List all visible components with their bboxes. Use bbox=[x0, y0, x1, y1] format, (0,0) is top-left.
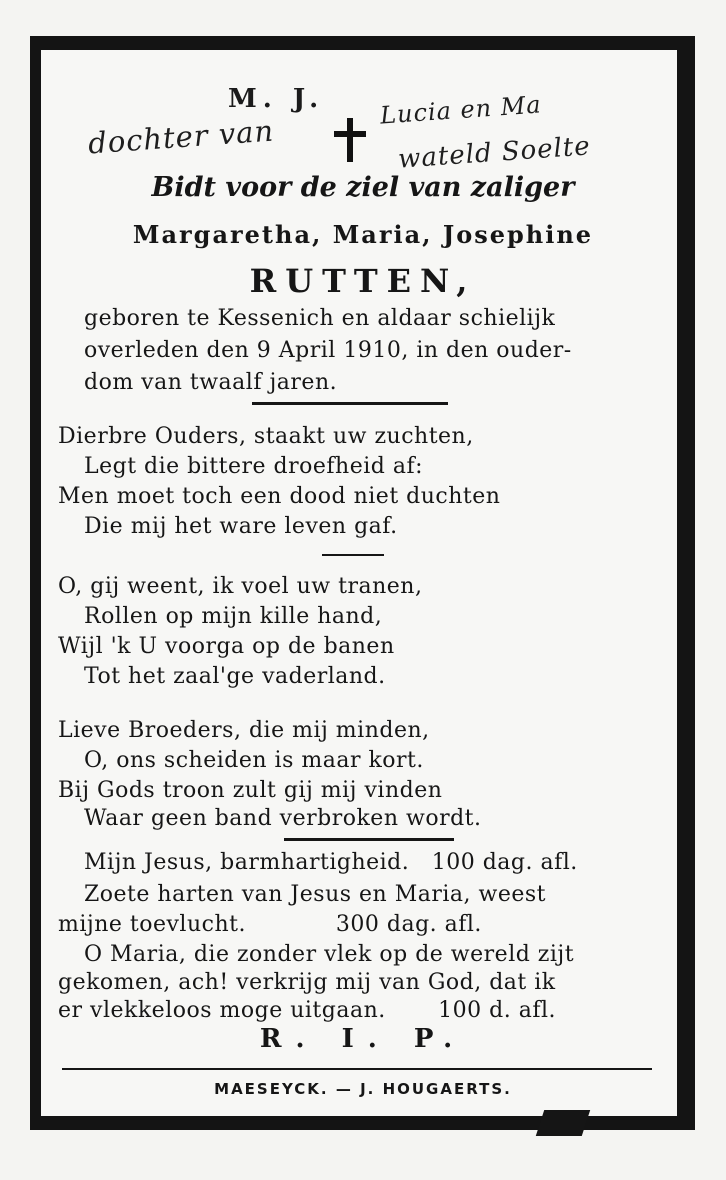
verse-line: O, ons scheiden is maar kort. bbox=[84, 748, 424, 773]
verse-line: Legt die bittere droefheid af: bbox=[84, 454, 424, 479]
handwriting-right-top: Lucia en Ma bbox=[379, 90, 543, 130]
indulgence-line: mijne toevlucht. 300 dag. afl. bbox=[58, 912, 482, 937]
handwriting-left: dochter van bbox=[87, 113, 276, 161]
verse-line: Dierbre Ouders, staakt uw zuchten, bbox=[58, 424, 474, 449]
divider bbox=[252, 402, 448, 405]
bio-line: geboren te Kessenich en aldaar schielijk bbox=[84, 306, 556, 331]
prayer-heading: Bidt voor de ziel van zaliger bbox=[151, 172, 575, 203]
monogram: M. J. bbox=[228, 84, 325, 114]
verse-line: Lieve Broeders, die mij minden, bbox=[58, 718, 430, 743]
verse-line: O, gij weent, ik voel uw tranen, bbox=[58, 574, 423, 599]
indulgence-line: gekomen, ach! verkrijg mij van God, dat ik bbox=[58, 970, 556, 995]
verse-line: Die mij het ware leven gaf. bbox=[84, 514, 398, 539]
surname: RUTTEN, bbox=[249, 262, 477, 300]
verse-line: Rollen op mijn kille hand, bbox=[84, 604, 383, 629]
bio-line: dom van twaalf jaren. bbox=[84, 370, 338, 395]
rip: R. I. P. bbox=[259, 1024, 467, 1054]
divider bbox=[284, 838, 454, 841]
indulgence-line: er vlekkeloos moge uitgaan. 100 d. afl. bbox=[58, 998, 557, 1023]
verse-line: Bij Gods troon zult gij mij vinden bbox=[58, 778, 443, 803]
divider bbox=[322, 554, 384, 556]
printer-imprint: MAESEYCK. — J. HOUGAERTS. bbox=[214, 1080, 512, 1098]
verse-line: Wijl 'k U voorga op de banen bbox=[58, 634, 395, 659]
cross-icon bbox=[334, 118, 366, 162]
indulgence-line: O Maria, die zonder vlek op de wereld zijt bbox=[84, 942, 575, 967]
verse-line: Waar geen band verbroken wordt. bbox=[84, 806, 482, 831]
print-smudge bbox=[536, 1110, 590, 1136]
indulgence-line: Zoete harten van Jesus en Maria, weest bbox=[84, 882, 546, 907]
given-names: Margaretha, Maria, Josephine bbox=[132, 220, 594, 249]
indulgence-line: Mijn Jesus, barmhartigheid. 100 dag. afl. bbox=[84, 850, 578, 875]
handwriting-right-bottom: wateld Soelte bbox=[397, 131, 592, 175]
verse-line: Men moet toch een dood niet duchten bbox=[58, 484, 501, 509]
footer-divider bbox=[62, 1068, 652, 1070]
bio-line: overleden den 9 April 1910, in den ouder- bbox=[84, 338, 572, 363]
verse-line: Tot het zaal'ge vaderland. bbox=[84, 664, 386, 689]
